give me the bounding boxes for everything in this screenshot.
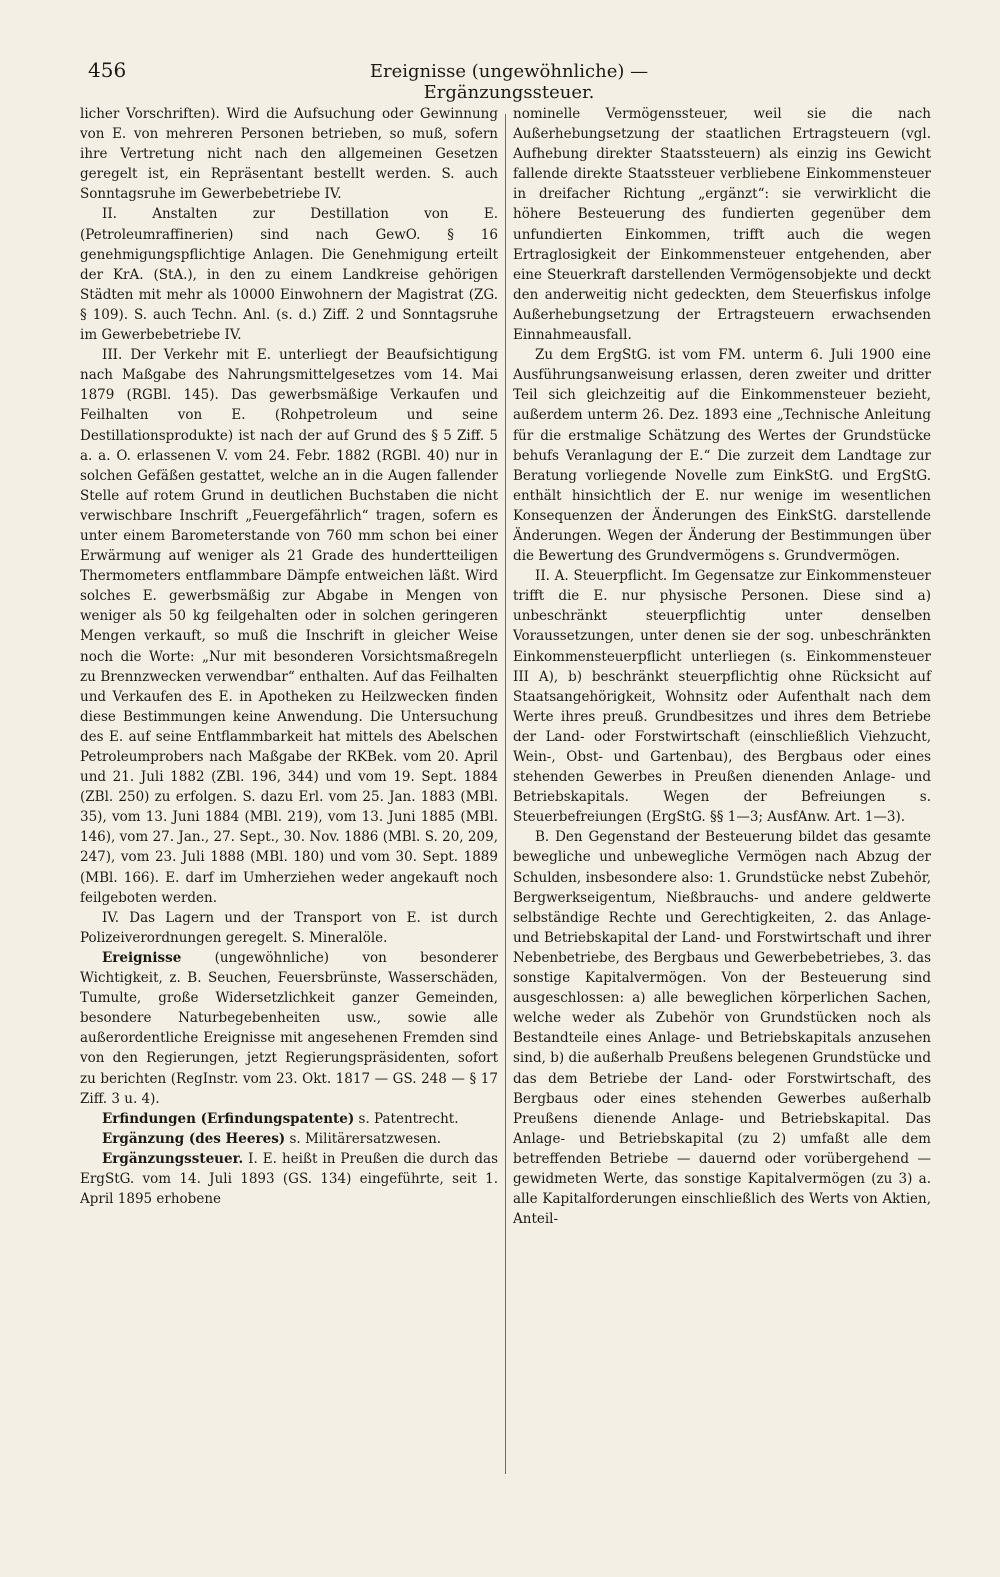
page-number: 456: [88, 58, 127, 82]
entry-text: (ungewöhnliche) von besonderer Wichtigkeit, z. B. Seuchen, Feuersbrünste, Wasserschäden, Tumulte, große Widersetzlichkeit ganzer Gemeinden, besondere Naturbegebenheiten usw., sowie alle außerordentliche Ereignisse mit angesehenen Fremden sind von den Regierungen, jetzt Regierungspräsidenten, sofort zu berichten (RegInstr. vom 23. Okt. 1817 — GS. 248 — § 17 Ziff. 3 u. 4).: [80, 949, 498, 1107]
paragraph-steuerpflicht: II. A. Steuerpflicht. Im Gegensatze zur Einkommensteuer trifft die E. nur physische Personen. Diese sind a) unbeschränkt steuerpflichtig unter denselben Voraussetzungen, unter denen sie der sog. unbeschränkten Einkommensteuerpflicht unterliegen (s. Einkommensteuer III A), b) beschränkt steuerpflichtig ohne Rücksicht auf Staatsangehörigkeit, Wohnsitz oder Aufenthalt nach dem Werte ihres preuß. Grundbesitzes und ihres dem Betriebe der Land- oder Forstwirtschaft (einschließlich Viehzucht, Wein-, Obst- und Gartenbau), des Bergbaus oder eines stehenden Gewerbes in Preußen dienenden Anlage- und Betriebskapitals. Wegen der Befreiungen s. Steuerbefreiungen (ErgStG. §§ 1—3; AusfAnw. Art. 1—3).: [513, 568, 931, 826]
page-header: [88, 58, 730, 103]
right-column: [513, 104, 931, 1229]
paragraph-section-iv: IV. Das Lagern und der Transport von E. ist durch Polizeiverordnungen geregelt. S. Mineralöle.: [80, 909, 498, 946]
entry-ereignisse: [80, 948, 498, 1109]
paragraph-section-ii: II. Anstalten zur Destillation von E. (Petroleumraffinerien) sind nach GewO. § 16 genehmigungspflichtige Anlagen. Die Genehmigung erteilt der KrA. (StA.), in den zu einem Landkreise gehörigen Städten mit mehr als 10000 Einwohnern der Magistrat (ZG. § 109). S. auch Techn. Anl. (s. d.) Ziff. 2 und Sonntagsruhe im Gewerbebetriebe IV.: [80, 206, 498, 344]
left-column: [80, 104, 498, 1209]
paragraph-ausfuehrung: Zu dem ErgStG. ist vom FM. unterm 6. Juli 1900 eine Ausführungsanweisung erlassen, deren zweiter und dritter Teil sich gleichzeitig auf die Einkommensteuer bezieht, außerdem unterm 26. Dez. 1893 eine „Technische Anleitung für die erstmalige Schätzung des Wertes der Grundstücke behufs Veranlagung der E.“ Die zurzeit dem Landtage zur Beratung vorliegende Novelle zum EinkStG. und ErgStG. enthält hinsichtlich der E. nur wenige im wesentlichen Konsequenzen der Änderungen des EinkStG. darstellende Änderungen. Wegen der Änderung der Bestimmungen über die Bewertung des Grundvermögens s. Grundvermögen.: [513, 347, 931, 565]
entry-text: s. Militärersatzwesen.: [285, 1130, 442, 1147]
entry-headword: Ergänzungssteuer.: [102, 1150, 244, 1167]
column-divider: [505, 114, 506, 1474]
entry-headword: Ergänzung (des Heeres): [102, 1130, 286, 1147]
paragraph-continuation: licher Vorschriften). Wird die Aufsuchung oder Gewinnung von E. von mehreren Personen betrieben, so muß, sofern ihre Vertretung nicht nach den allgemeinen Gesetzen geregelt ist, ein Repräsentant bestellt werden. S. auch Sonntagsruhe im Gewerbebetriebe IV.: [80, 106, 498, 203]
paragraph-continuation: nominelle Vermögenssteuer, weil sie die nach Außerhebungsetzung der staatlichen Ertragsteuern (vgl. Aufhebung direkter Staatssteuern) als einzig ins Gewicht fallende direkte Staatssteuer verbliebene Einkommensteuer in dreifacher Richtung „ergänzt“: sie verwirklicht die höhere Besteuerung des fundierten gegenüber dem unfundierten Einkommen, trifft auch die wegen Ertraglosigkeit der Einkommensteuer entgehenden, aber eine Steuerkraft darstellenden Vermögensobjekte und deckt den anderweitig nicht gedeckten, dem Steuerfiskus infolge Außerhebungsetzung der Ertragsteuern erwachsenden Einnahmeausfall.: [513, 106, 931, 344]
paragraph-gegenstand: B. Den Gegenstand der Besteuerung bildet das gesamte bewegliche und unbewegliche Vermögen nach Abzug der Schulden, insbesondere also: 1. Grundstücke nebst Zubehör, Bergwerkseigentum, Nießbrauchs- und andere geldwerte selbständige Rechte und Gerechtigkeiten, 2. das Anlage- und Betriebskapital der Land- und Forstwirtschaft und ihrer Nebenbetriebe, des Bergbaus und Gewerbebetriebes, 3. das sonstige Kapitalvermögen. Von der Besteuerung sind ausgeschlossen: a) alle beweglichen körperlichen Sachen, welche weder als Zubehör von Grundstücken noch als Bestandteile eines Anlage- und Betriebskapitals anzusehen sind, b) die außerhalb Preußens belegenen Grundstücke und das dem Betriebe der Land- oder Forstwirtschaft, des Bergbaus oder eines stehenden Gewerbes außerhalb Preußens dienende Anlage- und Betriebskapital. Das Anlage- und Betriebskapital (zu 2) umfaßt alle dem betreffenden Betriebe — dauernd oder vorübergehend — gewidmeten Werte, das sonstige Kapitalvermögen (zu 3) a. alle Kapitalforderungen einschließlich des Werts von Aktien, Anteil-: [513, 829, 931, 1228]
entry-text: I. E. heißt in Preußen die durch das ErgStG. vom 14. Juli 1893 (GS. 134) eingeführte, seit 1. April 1895 erhobene: [80, 1150, 498, 1208]
entry-ergaenzung: [80, 1129, 498, 1149]
running-title: Ereignisse (ungewöhnliche) — Ergänzungssteuer.: [369, 61, 649, 103]
paragraph-section-iii: III. Der Verkehr mit E. unterliegt der Beaufsichtigung nach Maßgabe des Nahrungsmittelgesetzes vom 14. Mai 1879 (RGBl. 145). Das gewerbsmäßige Verkaufen und Feilhalten von E. (Rohpetroleum und seine Destillationsprodukte) ist nach der auf Grund des § 5 Ziff. 5 a. a. O. erlassenen V. vom 24. Febr. 1882 (RGBl. 40) nur in solchen Gefäßen gestattet, welche an in die Augen fallender Stelle auf rotem Grund in deutlichen Buchstaben die nicht verwischbare Inschrift „Feuergefährlich“ tragen, sofern es unter einem Barometerstande von 760 mm schon bei einer Erwärmung auf weniger als 21 Grade des hundertteiligen Thermometers entflammbare Dämpfe entweichen läßt. Wird solches E. gewerbsmäßig zur Abgabe in Mengen von weniger als 50 kg feilgehalten oder in solchen geringeren Mengen verkauft, so muß die Inschrift in gleicher Weise noch die Worte: „Nur mit besonderen Vorsichtsmaßregeln zu Brennzwecken verwendbar“ enthalten. Auf das Feilhalten und Verkaufen des E. in Apotheken zu Heilzwecken finden diese Bestimmungen keine Anwendung. Die Untersuchung des E. auf seine Entflammbarkeit hat mittels des Abelschen Petroleumprobers nach Maßgabe der RKBek. vom 20. April und 21. Juli 1882 (ZBl. 196, 344) und vom 19. Sept. 1884 (ZBl. 250) zu erfolgen. S. dazu Erl. vom 25. Jan. 1883 (MBl. 35), vom 13. Juni 1884 (MBl. 219), vom 13. Juni 1885 (MBl. 146), vom 27. Jan., 27. Sept., 30. Nov. 1886 (MBl. S. 20, 209, 247), vom 23. Juli 1888 (MBl. 180) und vom 30. Sept. 1889 (MBl. 166). E. darf im Umherziehen weder angekauft noch feilgeboten werden.: [80, 347, 498, 906]
entry-text: s. Patentrecht.: [354, 1110, 459, 1127]
entry-erfindungen: [80, 1109, 498, 1129]
entry-ergaenzungssteuer: [80, 1149, 498, 1209]
entry-headword: Erfindungen (Erfindungspatente): [102, 1110, 355, 1127]
entry-headword: Ereignisse: [102, 949, 182, 966]
